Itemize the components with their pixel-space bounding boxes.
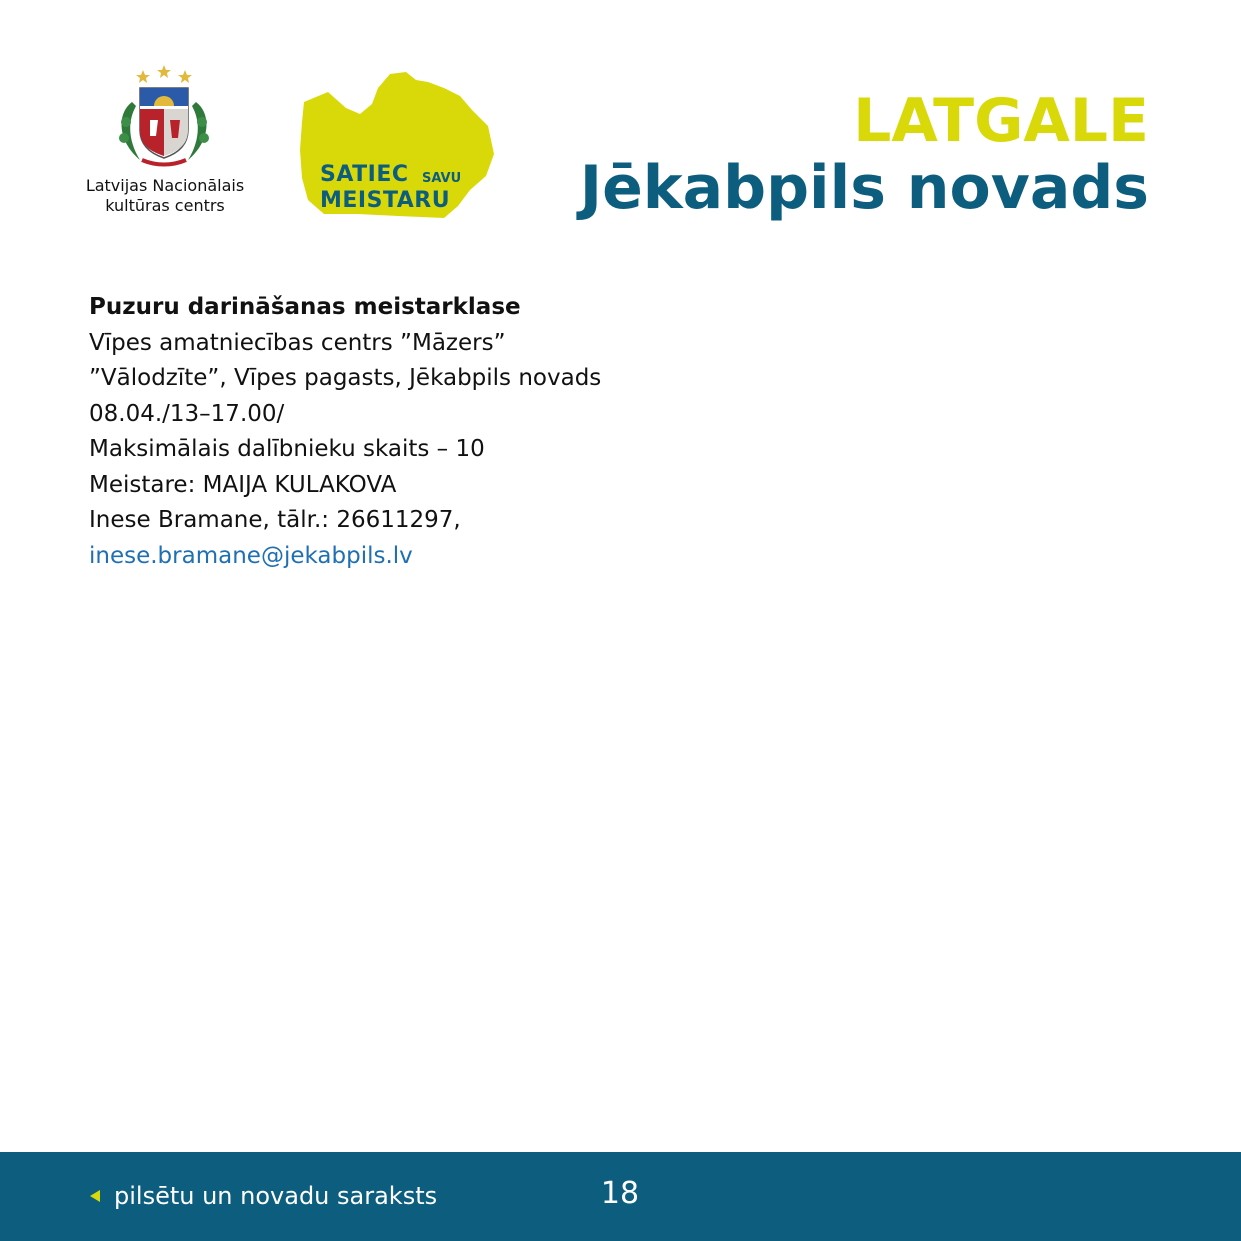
event-venue: Vīpes amatniecības centrs ”Māzers” — [89, 329, 506, 356]
event-email-link[interactable]: inese.bramane@jekabpils.lv — [89, 542, 413, 569]
event-address: ”Vālodzīte”, Vīpes pagasts, Jēkabpils novads — [89, 365, 602, 391]
footer-bar — [0, 1152, 1241, 1241]
lnkc-logo — [80, 62, 250, 222]
arrow-left-icon — [90, 1190, 100, 1202]
satiec-savu-meistaru-logo — [298, 70, 498, 220]
region-title: LATGALE — [853, 86, 1149, 156]
event-datetime: 08.04./13–17.00/ — [89, 400, 285, 427]
cities-list-label: pilsētu un novadu saraksts — [114, 1182, 438, 1210]
savu-word: SAVU — [422, 171, 462, 186]
page-number: 18 — [600, 1176, 640, 1211]
event-max-participants: Maksimālais dalībnieku skaits – 10 — [89, 436, 485, 462]
cities-list-link[interactable] — [90, 1179, 437, 1213]
lnkc-line1: Latvijas Nacionālais — [85, 176, 245, 195]
district-title: Jēkabpils novads — [579, 153, 1149, 223]
event-title: Puzuru darināšanas meistarklase — [89, 294, 521, 320]
lnkc-name — [80, 176, 250, 216]
coat-of-arms-icon — [112, 62, 216, 168]
meistaru-word: MEISTARU — [320, 188, 451, 213]
event-contact: Inese Bramane, tālr.: 26611297, — [89, 507, 461, 533]
lnkc-line2: kultūras centrs — [105, 196, 225, 215]
event-master: Meistare: MAIJA KULAKOVA — [89, 471, 397, 498]
event-block — [89, 290, 729, 574]
satiec-word: SATIEC — [320, 162, 409, 187]
